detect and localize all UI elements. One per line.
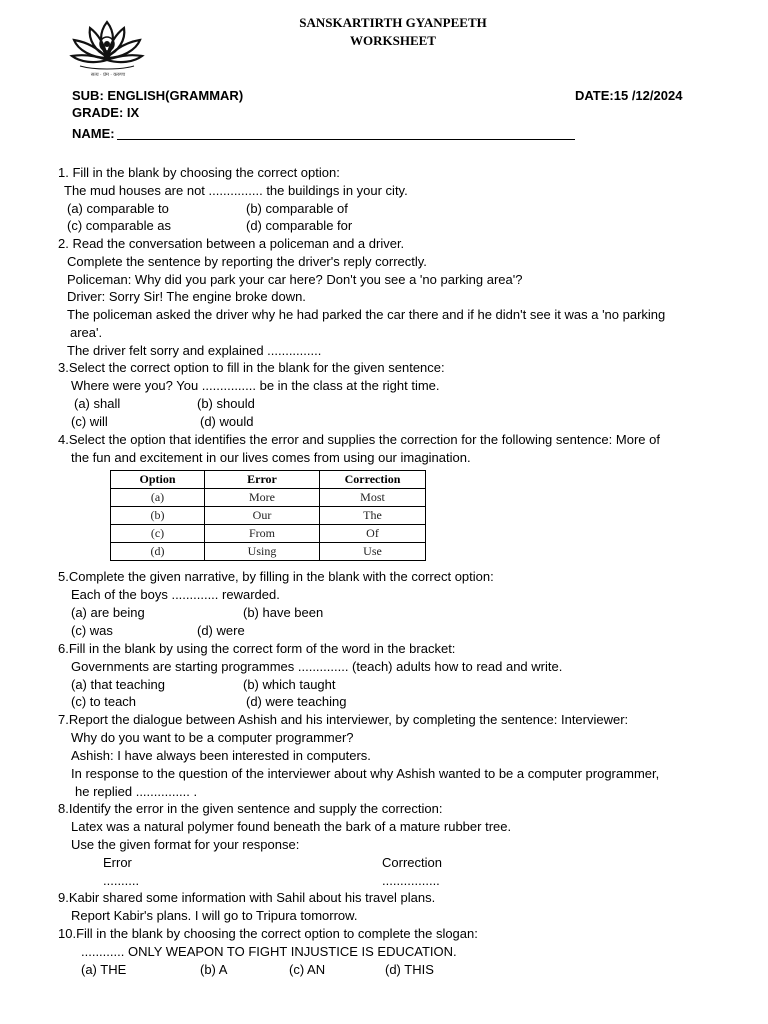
q8-error-blank: .......... [103, 873, 140, 888]
q7-line-4: In response to the question of the interviewer about why Ashish wanted to be a computer programmer, [71, 766, 660, 781]
q10-option-a: (a) THE [81, 962, 127, 977]
question-6: 6.Fill in the blank by using the correct form of the word in the bracket: [58, 641, 456, 656]
table-header-option: Option [111, 471, 205, 489]
table-header-row [111, 471, 426, 489]
table-cell: (a) [111, 489, 205, 507]
table-row [111, 507, 426, 525]
table-cell: (b) [111, 507, 205, 525]
q3-option-b: (b) should [197, 396, 255, 411]
question-4: 4.Select the option that identifies the error and supplies the correction for the following sentence: More of [58, 432, 660, 447]
table-cell: The [320, 507, 426, 525]
q8-correction-label: Correction [382, 855, 442, 870]
q10-option-c: (c) AN [289, 962, 326, 977]
q5-option-c: (c) was [71, 623, 113, 638]
table-row [111, 525, 426, 543]
q2-line-4: The policeman asked the driver why he had parked the car there and if he didn't see it was a 'no parking [67, 307, 666, 322]
q8-format: Use the given format for your response: [71, 837, 300, 852]
subject-label: SUB: ENGLISH(GRAMMAR) [72, 88, 244, 103]
q2-line-1: Complete the sentence by reporting the driver's reply correctly. [67, 254, 427, 269]
table-cell: (d) [111, 543, 205, 561]
q7-line-5: he replied ............... . [75, 784, 198, 799]
q8-correction-blank: ................ [382, 873, 440, 888]
document-title: WORKSHEET [350, 33, 436, 48]
q1-option-b: (b) comparable of [246, 201, 348, 216]
q10-option-b: (b) A [200, 962, 228, 977]
q3-option-c: (c) will [71, 414, 108, 429]
q2-line-3: Driver: Sorry Sir! The engine broke down. [67, 289, 306, 304]
name-label: NAME: [72, 126, 115, 141]
question-7: 7.Report the dialogue between Ashish and his interviewer, by completing the sentence: Interviewer: [58, 712, 629, 727]
q3-option-d: (d) would [200, 414, 254, 429]
table-cell: Using [205, 543, 320, 561]
q3-option-a: (a) shall [74, 396, 121, 411]
q1-option-a: (a) comparable to [67, 201, 169, 216]
school-name: SANSKARTIRTH GYANPEETH [299, 15, 487, 30]
q5-option-b: (b) have been [243, 605, 324, 620]
table-cell: (c) [111, 525, 205, 543]
q9-sentence: Report Kabir's plans. I will go to Tripura tomorrow. [71, 908, 358, 923]
table-header-correction: Correction [320, 471, 426, 489]
question-2: 2. Read the conversation between a policeman and a driver. [58, 236, 405, 251]
q5-option-d: (d) were [197, 623, 245, 638]
q2-line-2: Policeman: Why did you park your car here? Don't you see a 'no parking area'? [67, 272, 523, 287]
q6-sentence: Governments are starting programmes .............. (teach) adults how to read and write. [71, 659, 563, 674]
question-5: 5.Complete the given narrative, by filling in the blank with the correct option: [58, 569, 494, 584]
q1-option-c: (c) comparable as [67, 218, 172, 233]
question-3: 3.Select the correct option to fill in the blank for the given sentence: [58, 360, 445, 375]
q7-line-2: Why do you want to be a computer programmer? [71, 730, 354, 745]
q1-option-d: (d) comparable for [246, 218, 353, 233]
table-cell: Our [205, 507, 320, 525]
q8-sentence: Latex was a natural polymer found beneath the bark of a mature rubber tree. [71, 819, 512, 834]
q6-option-b: (b) which taught [243, 677, 336, 692]
q5-option-a: (a) are being [71, 605, 145, 620]
q5-sentence: Each of the boys ............. rewarded. [71, 587, 280, 602]
date-label: DATE:15 /12/2024 [575, 88, 683, 103]
q2-line-6: The driver felt sorry and explained ............... [67, 343, 322, 358]
q8-error-label: Error [103, 855, 132, 870]
table-cell: Use [320, 543, 426, 561]
q7-line-3: Ashish: I have always been interested in computers. [71, 748, 371, 763]
q6-option-a: (a) that teaching [71, 677, 165, 692]
question-9: 9.Kabir shared some information with Sahil about his travel plans. [58, 890, 436, 905]
question-1-sentence: The mud houses are not ............... the buildings in your city. [64, 183, 408, 198]
table-cell: More [205, 489, 320, 507]
q3-sentence: Where were you? You ............... be in the class at the right time. [71, 378, 440, 393]
logo-motto: सत्य · प्रेम · करुणा [90, 72, 126, 78]
table-cell: Most [320, 489, 426, 507]
name-line [117, 139, 575, 140]
q4-options-table [110, 470, 426, 561]
table-row [111, 543, 426, 561]
q6-option-d: (d) were teaching [246, 694, 347, 709]
grade-label: GRADE: IX [72, 105, 140, 120]
question-10: 10.Fill in the blank by choosing the correct option to complete the slogan: [58, 926, 478, 941]
q10-slogan: ............ ONLY WEAPON TO FIGHT INJUSTICE IS EDUCATION. [81, 944, 457, 959]
question-8: 8.Identify the error in the given sentence and supply the correction: [58, 801, 443, 816]
school-logo [66, 16, 148, 78]
table-row [111, 489, 426, 507]
table-cell: From [205, 525, 320, 543]
question-1: 1. Fill in the blank by choosing the correct option: [58, 165, 340, 180]
table-cell: Of [320, 525, 426, 543]
q4-line-2: the fun and excitement in our lives comes from using our imagination. [71, 450, 471, 465]
q2-line-5: area'. [70, 325, 103, 340]
q6-option-c: (c) to teach [71, 694, 137, 709]
q10-option-d: (d) THIS [385, 962, 434, 977]
table-header-error: Error [205, 471, 320, 489]
